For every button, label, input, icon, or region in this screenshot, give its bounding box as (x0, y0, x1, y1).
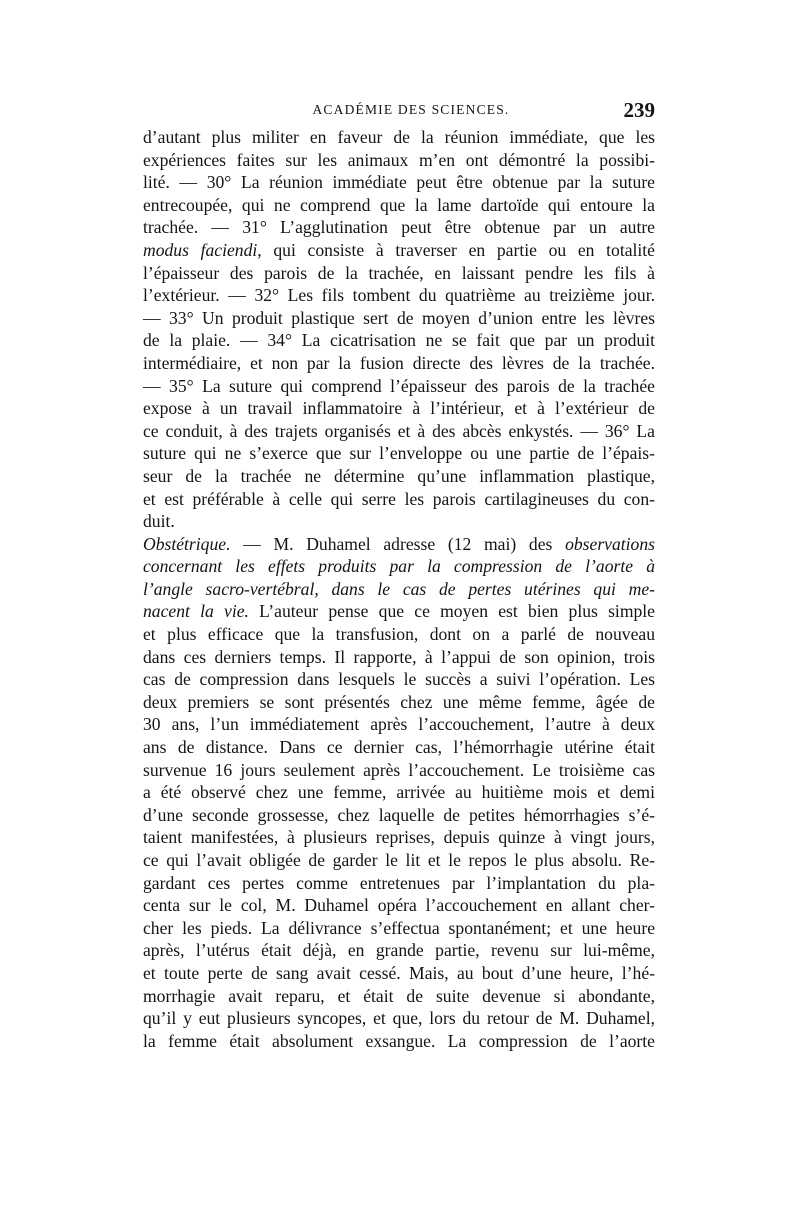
text-line (143, 872, 655, 895)
text-segment: de la plaie. — 34° La cicatrisation ne se fait que par un produit (143, 330, 655, 351)
text-segment: et est préférable à celle qui serre les parois cartilagineuses du con- (143, 488, 655, 509)
running-head (143, 100, 655, 126)
text-line (143, 917, 655, 940)
text-segment: expériences faites sur les animaux m’en ont démontré la possibi- (143, 149, 655, 170)
text-line (143, 894, 655, 917)
text-segment: suture qui ne s’exerce que sur l’enveloppe ou une partie de l’épais- (143, 443, 655, 464)
text-line (143, 352, 655, 375)
text-segment: L’auteur pense que ce moyen est bien plus simple (248, 601, 655, 622)
text-segment: taient manifestées, à plusieurs reprises, depuis quinze à vingt jours, (143, 827, 655, 848)
text-segment: seur de la trachée ne détermine qu’une inflammation plastique, (143, 465, 655, 486)
text-line (143, 307, 655, 330)
text-line (143, 1007, 655, 1030)
text-segment: lité. — 30° La réunion immédiate peut être obtenue par la suture (143, 172, 655, 193)
text-line (143, 759, 655, 782)
text-segment: survenue 16 jours seulement après l’accouchement. Le troisième cas (143, 759, 655, 780)
text-line (143, 465, 655, 488)
text-segment: centa sur le col, M. Duhamel opéra l’accouchement en allant cher- (143, 895, 655, 916)
text-segment: d’autant plus militer en faveur de la réunion immédiate, que les (143, 127, 655, 147)
text-line (143, 1030, 655, 1053)
text-line (143, 736, 655, 759)
text-segment: deux premiers se sont présentés chez une même femme, âgée de (143, 691, 655, 712)
text-segment: qui consiste à traverser en partie ou en totalité (261, 239, 655, 260)
text-segment: l’épaisseur des parois de la trachée, en laissant pendre les fils à (143, 262, 655, 283)
text-line (143, 691, 655, 714)
page-number: 239 (623, 98, 655, 122)
text-segment: ce conduit, à des trajets organisés et à des abcès enkystés. — 36° La (143, 420, 655, 441)
text-segment: morrhagie avait reparu, et était de suite devenue si abondante, (143, 985, 655, 1006)
text-line (143, 375, 655, 398)
text-segment: duit. (143, 511, 175, 532)
text-line (143, 126, 655, 149)
text-line (143, 668, 655, 691)
text-segment: ans de distance. Dans ce dernier cas, l’hémorrhagie utérine était (143, 737, 655, 758)
running-title: ACADÉMIE DES SCIENCES. (312, 102, 510, 117)
text-line (143, 420, 655, 443)
italic-text-segment: l’angle sacro-vertébral, dans le cas de pertes utérines qui me- (143, 578, 655, 599)
text-segment: 30 ans, l’un immédiatement après l’accouchement, l’autre à deux (143, 714, 655, 735)
text-line (143, 713, 655, 736)
text-segment: intermédiaire, et non par la fusion directe des lèvres de la trachée. (143, 352, 655, 373)
text-segment: qu’il y eut plusieurs syncopes, et que, lors du retour de M. Duhamel, (143, 1008, 655, 1029)
text-segment: a été observé chez une femme, arrivée au huitième mois et demi (143, 782, 655, 803)
body-text (143, 126, 655, 1052)
text-line (143, 284, 655, 307)
italic-text-segment: observations (565, 533, 655, 554)
italic-text-segment: Obstétrique. (143, 533, 231, 554)
text-line (143, 533, 655, 556)
text-line (143, 804, 655, 827)
text-line (143, 985, 655, 1008)
text-line (143, 962, 655, 985)
italic-text-segment: nacent la vie. (143, 601, 249, 622)
text-segment: ce qui l’avait obligée de garder le lit et le repos le plus absolu. Re- (143, 850, 655, 870)
text-line (143, 216, 655, 239)
text-segment: l’extérieur. — 32° Les fils tombent du quatrième au treizième jour. (143, 285, 655, 306)
text-segment: et plus efficace que la transfusion, dont on a parlé de nouveau (143, 624, 655, 645)
text-segment: après, l’utérus était déjà, en grande partie, revenu sur lui-même, (143, 940, 655, 961)
text-line (143, 329, 655, 352)
text-line (143, 488, 655, 511)
text-segment: — 33° Un produit plastique sert de moyen d’union entre les lèvres (143, 307, 655, 328)
text-segment: cas de compression dans lesquels le succès a suivi l’opération. Les (143, 669, 655, 690)
text-segment: cher les pieds. La délivrance s’effectua spontanément; et une heure (143, 917, 655, 938)
text-segment: trachée. — 31° L’agglutination peut être obtenue par un autre (143, 217, 655, 238)
italic-text-segment: modus faciendi, (143, 239, 262, 260)
text-segment: et toute perte de sang avait cessé. Mais, au bout d’une heure, l’hé- (143, 962, 655, 983)
text-line (143, 646, 655, 669)
text-line (143, 194, 655, 217)
text-line (143, 262, 655, 285)
text-segment: expose à un travail inflammatoire à l’intérieur, et à l’extérieur de (143, 398, 655, 419)
text-line (143, 149, 655, 172)
text-segment: la femme était absolument exsangue. La compression de l’aorte (143, 1030, 655, 1051)
text-line (143, 939, 655, 962)
text-line (143, 442, 655, 465)
text-segment: entrecoupée, qui ne comprend que la lame dartoïde qui entoure la (143, 194, 655, 215)
text-segment: — 35° La suture qui comprend l’épaisseur des parois de la trachée (143, 375, 655, 396)
text-segment: d’une seconde grossesse, chez laquelle de petites hémorrhagies s’é- (143, 804, 655, 825)
italic-text-segment: concernant les effets produits par la compression de l’aorte à (143, 556, 655, 577)
text-segment: — M. Duhamel adresse (12 mai) des (230, 533, 566, 554)
text-line (143, 781, 655, 804)
text-line (143, 239, 655, 262)
text-line (143, 510, 655, 533)
text-line (143, 826, 655, 849)
text-segment: dans ces derniers temps. Il rapporte, à l’appui de son opinion, trois (143, 646, 655, 667)
text-line (143, 623, 655, 646)
text-line (143, 578, 655, 601)
text-line (143, 171, 655, 194)
text-segment: gardant ces pertes comme entretenues par l’implantation du pla- (143, 872, 655, 893)
text-line (143, 555, 655, 578)
text-line (143, 397, 655, 420)
text-line (143, 600, 655, 623)
text-line (143, 849, 655, 872)
